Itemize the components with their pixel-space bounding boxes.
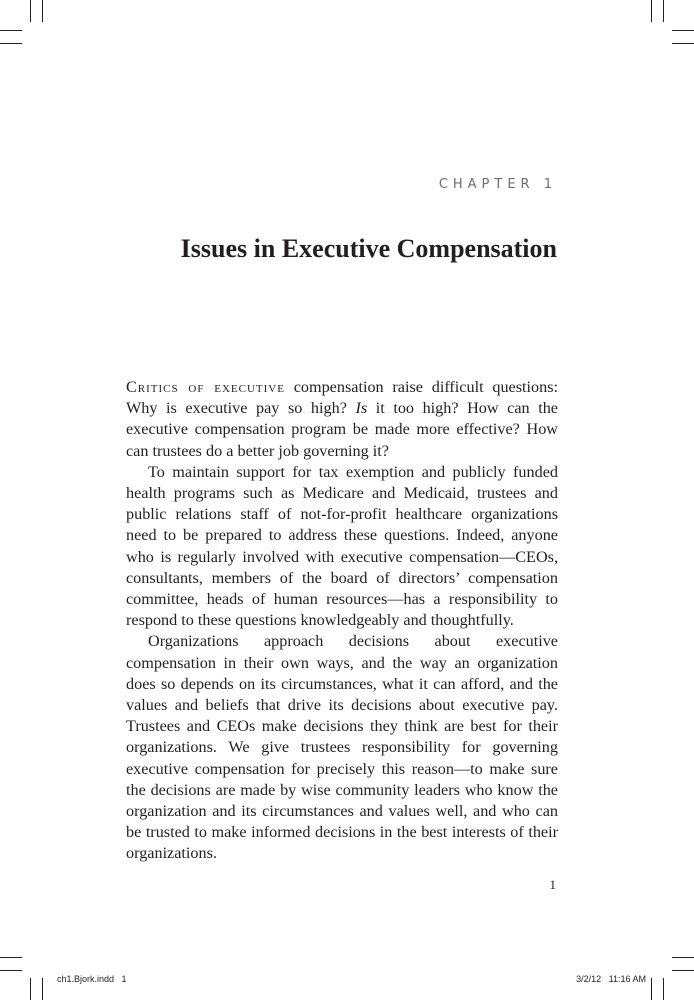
paragraph-1-rest: it too high? How can the executive compensation program be made more effective? How can trustees do a better job governing it? [126,399,558,460]
crop-mark [672,30,694,31]
crop-mark [672,957,694,958]
opening-smallcaps: Critics of executive [126,378,285,396]
crop-mark [651,0,652,22]
paragraph-3: Organizations approach decisions about executive compensation in their own ways, and the way an organization does so depends on its circumstances, what it can afford, and the values and beliefs that drive its decisions about executive pay. Trustees and CEOs make decisions they think are best for their organizations. We give trustees responsibility for governing executive compensation for precisely this reason—to make sure the decisions are made by wise community leaders who know the organization and its circumstances and values well, and who can be trusted to make informed decisions in the best interests of their organizations. [126,632,558,863]
crop-mark [672,970,694,971]
slug-filename: ch1.Bjork.indd 1 [57,974,127,984]
crop-mark [42,978,43,1000]
crop-mark [30,978,31,1000]
crop-mark [0,970,22,971]
chapter-title: Issues in Executive Compensation [180,234,557,263]
crop-mark [0,30,22,31]
paragraph-1-lead: compensation raise difficult questions: Why is executive pay so high? [126,378,559,418]
chapter-label: CHAPTER 1 [438,177,557,192]
body-text [126,377,558,865]
crop-mark [0,957,22,958]
crop-mark [663,978,664,1000]
paragraph-1 [126,377,558,462]
crop-mark [30,0,31,22]
crop-mark [663,0,664,22]
crop-mark [672,43,694,44]
crop-mark [42,0,43,22]
crop-mark [651,978,652,1000]
paragraph-1-italic: Is [355,399,368,418]
page-number: 1 [549,877,556,892]
slug-timestamp: 3/2/12 11:16 AM [576,974,646,984]
crop-mark [0,43,22,44]
paragraph-2: To maintain support for tax exemption and publicly funded health programs such as Medicare and Medicaid, trustees and public relations staff of not-for-profit healthcare organizations need to be prepared to address these questions. Indeed, anyone who is regularly involved with executive compensation—CEOs, consultants, members of the board of directors’ compensation committee, heads of human resources—has a responsibility to respond to these questions knowledgeably and thoughtfully. [126,462,558,630]
